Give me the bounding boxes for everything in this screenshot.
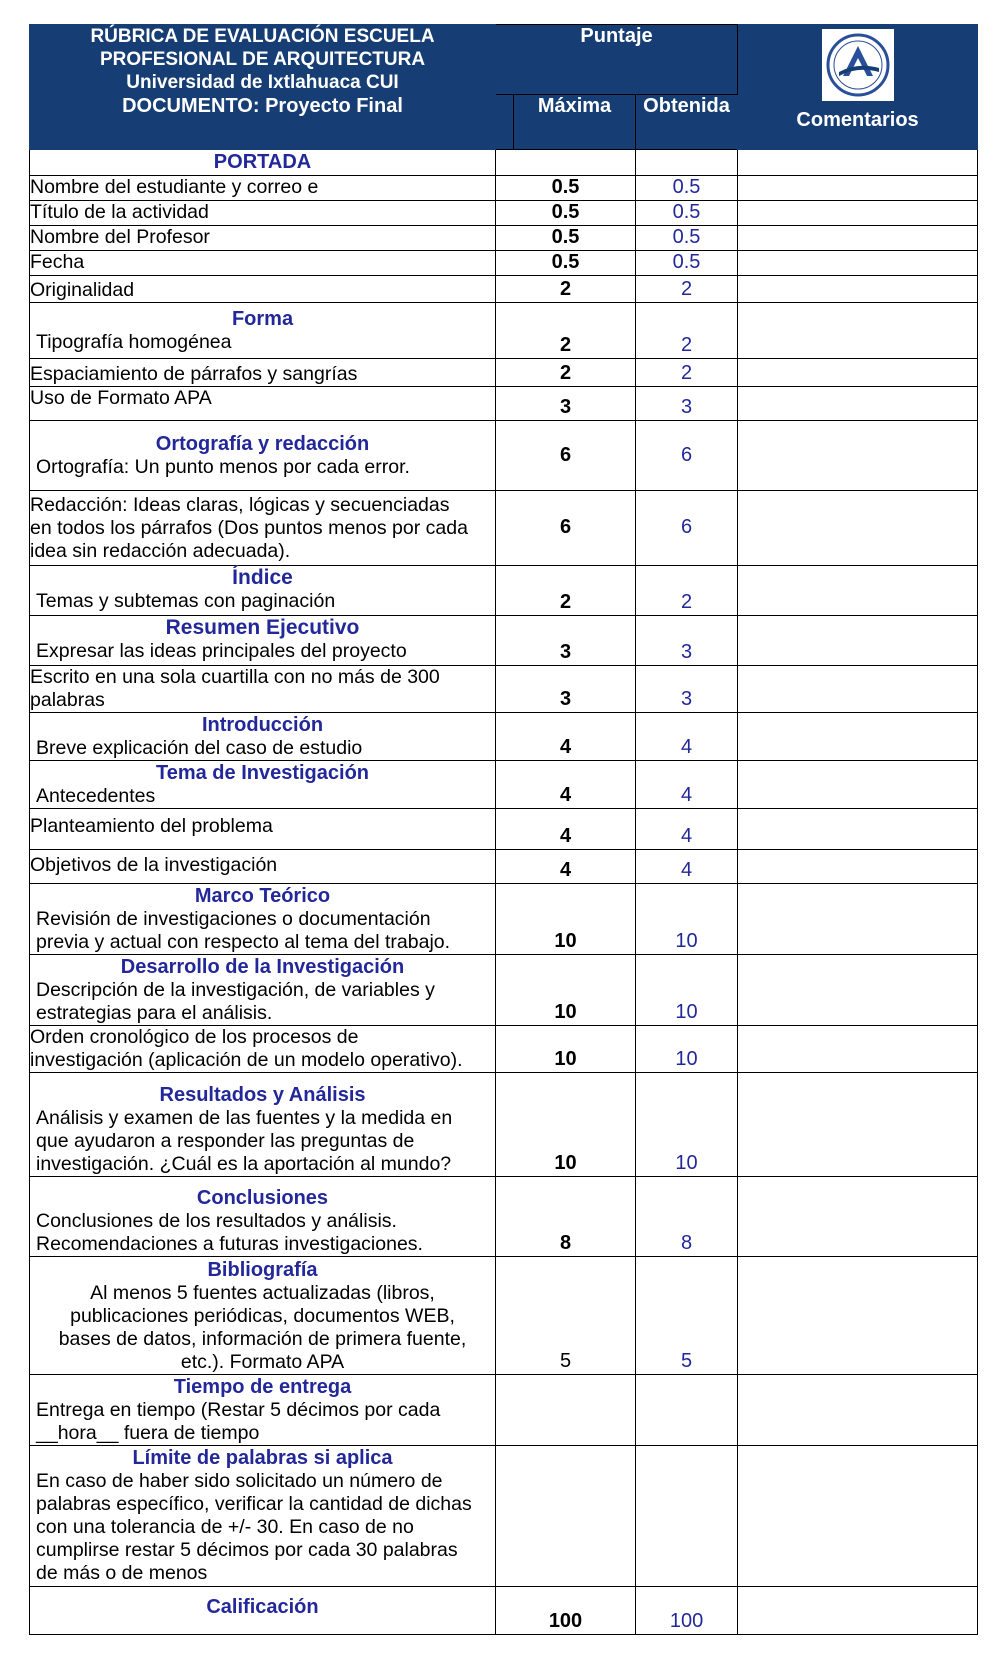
section-forma: Forma: [231, 308, 294, 330]
comment-ortografia[interactable]: [738, 421, 978, 491]
row-titulo: [30, 201, 978, 226]
comment-resumen1[interactable]: [738, 616, 978, 666]
section-tiempo: Tiempo de entrega: [173, 1376, 352, 1398]
comment-tipografia[interactable]: [738, 303, 978, 359]
section-introduccion: Introducción: [201, 714, 324, 736]
section-resultados: Resultados y Análisis: [159, 1084, 366, 1106]
obt-desarrollo: 10: [636, 955, 738, 1026]
max-bibliografia: 5: [496, 1257, 636, 1375]
desc-limite-line-3: con una tolerancia de +/- 30. En caso de no: [36, 1516, 414, 1538]
max-titulo: 0.5: [496, 201, 636, 226]
rubric-title-line-1: RÚBRICA DE EVALUACIÓN ESCUELA: [90, 26, 435, 47]
desc-redaccion-line-3: idea sin redacción adecuada).: [30, 539, 291, 562]
arquitectura-logo: [822, 29, 894, 101]
comment-limite[interactable]: [738, 1446, 978, 1587]
section-resumen: Resumen Ejecutivo: [165, 616, 360, 639]
obt-tiempo: [636, 1375, 738, 1446]
desc-desarrollo-line-2: estrategias para el análisis.: [36, 1002, 273, 1024]
row-apa: [30, 387, 978, 421]
puntaje-header: Puntaje: [496, 25, 738, 95]
obt-redaccion: 6: [636, 491, 738, 566]
row-portada: [30, 150, 978, 176]
max-tipografia: 2: [496, 303, 636, 359]
comment-indice[interactable]: [738, 566, 978, 616]
row-marco: [30, 884, 978, 955]
desc-indice: Temas y subtemas con paginación: [36, 590, 336, 612]
obt-limite: [636, 1446, 738, 1587]
row-conclusiones: [30, 1177, 978, 1257]
desc-titulo: Título de la actividad: [30, 201, 496, 226]
max-resultados: 10: [496, 1073, 636, 1177]
max-profesor: 0.5: [496, 226, 636, 251]
obt-originalidad: 2: [636, 276, 738, 303]
row-ortografia: [30, 421, 978, 491]
comment-profesor[interactable]: [738, 226, 978, 251]
comment-calificacion[interactable]: [738, 1587, 978, 1635]
desc-originalidad: Originalidad: [30, 276, 496, 303]
comment-tiempo[interactable]: [738, 1375, 978, 1446]
comment-bibliografia[interactable]: [738, 1257, 978, 1375]
comment-fecha[interactable]: [738, 251, 978, 276]
obt-antecedentes: 4: [636, 761, 738, 809]
rubric-title-line-3: Universidad de Ixtlahuaca CUI: [126, 72, 399, 93]
comment-planteamiento[interactable]: [738, 809, 978, 850]
desc-introduccion: Breve explicación del caso de estudio: [36, 737, 363, 759]
desc-nombre: Nombre del estudiante y correo e: [30, 176, 496, 201]
row-orden: [30, 1026, 978, 1073]
row-limite: [30, 1446, 978, 1587]
desc-bibliografia-line-1: Al menos 5 fuentes actualizadas (libros,: [90, 1282, 435, 1304]
desc-marco-line-1: Revisión de investigaciones o documentación: [36, 908, 431, 930]
maxima-header: Máxima: [514, 95, 636, 150]
desc-tiempo-line-2: __hora__ fuera de tiempo: [36, 1422, 260, 1444]
section-conclusiones: Conclusiones: [196, 1187, 329, 1209]
row-profesor: [30, 226, 978, 251]
documento-header: DOCUMENTO: Proyecto Final: [30, 95, 496, 150]
comment-antecedentes[interactable]: [738, 761, 978, 809]
desc-espaciamiento: Espaciamiento de párrafos y sangrías: [30, 359, 496, 387]
desc-limite-line-5: de más o de menos: [36, 1562, 208, 1584]
section-calificacion: Calificación: [206, 1595, 319, 1618]
comment-resumen2[interactable]: [738, 666, 978, 713]
row-originalidad: [30, 276, 978, 303]
max-objetivos: 4: [496, 850, 636, 884]
arquitectura-logo-icon: [825, 32, 891, 98]
rubric-title: [30, 25, 496, 95]
obt-nombre: 0.5: [636, 176, 738, 201]
obt-resumen2: 3: [636, 666, 738, 713]
obt-indice: 2: [636, 566, 738, 616]
section-indice: Índice: [232, 566, 293, 589]
row-espaciamiento: [30, 359, 978, 387]
rubric-table: [29, 24, 978, 1635]
row-nombre: [30, 176, 978, 201]
max-marco: 10: [496, 884, 636, 955]
desc-marco-line-2: previa y actual con respecto al tema del trabajo.: [36, 931, 451, 953]
max-conclusiones: 8: [496, 1177, 636, 1257]
comment-conclusiones[interactable]: [738, 1177, 978, 1257]
desc-objetivos: Objetivos de la investigación: [30, 850, 496, 884]
row-bibliografia: [30, 1257, 978, 1375]
obt-marco: 10: [636, 884, 738, 955]
obt-espaciamiento: 2: [636, 359, 738, 387]
section-limite: Límite de palabras si aplica: [132, 1447, 393, 1469]
max-resumen1: 3: [496, 616, 636, 666]
comment-objetivos[interactable]: [738, 850, 978, 884]
obt-resumen1: 3: [636, 616, 738, 666]
desc-resumen1: Expresar las ideas principales del proyecto: [36, 640, 407, 662]
desc-bibliografia-line-2: publicaciones periódicas, documentos WEB,: [70, 1305, 455, 1327]
comment-resultados[interactable]: [738, 1073, 978, 1177]
row-calificacion: [30, 1587, 978, 1635]
max-ortografia: 6: [496, 421, 636, 491]
max-desarrollo: 10: [496, 955, 636, 1026]
row-desarrollo: [30, 955, 978, 1026]
desc-ortografia: Ortografía: Un punto menos por cada error.: [36, 456, 410, 478]
row-indice: [30, 566, 978, 616]
max-tiempo: [496, 1375, 636, 1446]
comment-orden[interactable]: [738, 1026, 978, 1073]
desc-tiempo-line-1: Entrega en tiempo (Restar 5 décimos por cada: [36, 1399, 441, 1421]
obt-apa: 3: [636, 387, 738, 421]
max-orden: 10: [496, 1026, 636, 1073]
obt-titulo: 0.5: [636, 201, 738, 226]
section-portada: PORTADA: [30, 150, 496, 176]
max-redaccion: 6: [496, 491, 636, 566]
max-resumen2: 3: [496, 666, 636, 713]
obt-planteamiento: 4: [636, 809, 738, 850]
desc-desarrollo-line-1: Descripción de la investigación, de variables y: [36, 979, 435, 1001]
obt-ortografia: 6: [636, 421, 738, 491]
obt-profesor: 0.5: [636, 226, 738, 251]
max-apa: 3: [496, 387, 636, 421]
row-fecha: [30, 251, 978, 276]
desc-orden-line-2: investigación (aplicación de un modelo operativo).: [30, 1049, 463, 1071]
max-originalidad: 2: [496, 276, 636, 303]
desc-limite-line-2: palabras específico, verificar la cantidad de dichas: [36, 1493, 472, 1515]
comment-introduccion[interactable]: [738, 713, 978, 761]
comment-originalidad[interactable]: [738, 276, 978, 303]
section-bibliografia: Bibliografía: [207, 1259, 318, 1281]
section-marco: Marco Teórico: [194, 885, 331, 907]
header-spacer: [496, 95, 514, 150]
comentarios-header-cell: [738, 25, 978, 150]
max-fecha: 0.5: [496, 251, 636, 276]
rubric-title-line-2: PROFESIONAL DE ARQUITECTURA: [99, 49, 426, 70]
row-tipografia: [30, 303, 978, 359]
obt-introduccion: 4: [636, 713, 738, 761]
rubric-sheet: [29, 24, 977, 1635]
max-indice: 2: [496, 566, 636, 616]
desc-conclusiones-line-2: Recomendaciones a futuras investigaciones.: [36, 1233, 423, 1255]
row-tiempo: [30, 1375, 978, 1446]
obtenida-header: Obtenida: [636, 95, 738, 150]
desc-resumen2-line-2: palabras: [30, 689, 105, 711]
desc-profesor: Nombre del Profesor: [30, 226, 496, 251]
section-ortografia: Ortografía y redacción: [155, 433, 370, 455]
section-tema: Tema de Investigación: [155, 762, 370, 784]
row-resumen1: [30, 616, 978, 666]
obt-resultados: 10: [636, 1073, 738, 1177]
max-calificacion: 100: [496, 1587, 636, 1635]
row-planteamiento: [30, 809, 978, 850]
desc-conclusiones-line-1: Conclusiones de los resultados y análisis.: [36, 1210, 397, 1232]
desc-bibliografia-line-3: bases de datos, información de primera fuente,: [58, 1328, 467, 1350]
comment-desarrollo[interactable]: [738, 955, 978, 1026]
desc-resumen2-line-1: Escrito en una sola cuartilla con no más de 300: [30, 666, 440, 688]
obt-calificacion: 100: [636, 1587, 738, 1635]
desc-resultados-line-1: Análisis y examen de las fuentes y la medida en: [36, 1107, 453, 1129]
desc-resultados-line-3: investigación. ¿Cuál es la aportación al mundo?: [36, 1153, 452, 1175]
desc-tipografia: Tipografía homogénea: [36, 331, 232, 353]
max-planteamiento: 4: [496, 809, 636, 850]
row-antecedentes: [30, 761, 978, 809]
desc-resultados-line-2: que ayudaron a responder las preguntas de: [36, 1130, 415, 1152]
max-introduccion: 4: [496, 713, 636, 761]
comment-nombre[interactable]: [738, 176, 978, 201]
comment-marco[interactable]: [738, 884, 978, 955]
desc-limite-line-4: cumplirse restar 5 décimos por cada 30 palabras: [36, 1539, 458, 1561]
obt-bibliografia: 5: [636, 1257, 738, 1375]
row-redaccion: [30, 491, 978, 566]
section-desarrollo: Desarrollo de la Investigación: [120, 956, 405, 978]
max-espaciamiento: 2: [496, 359, 636, 387]
max-nombre: 0.5: [496, 176, 636, 201]
comentarios-header: Comentarios: [796, 109, 919, 131]
max-antecedentes: 4: [496, 761, 636, 809]
obt-orden: 10: [636, 1026, 738, 1073]
desc-orden-line-1: Orden cronológico de los procesos de: [30, 1026, 359, 1048]
comment-redaccion[interactable]: [738, 491, 978, 566]
desc-antecedentes: Antecedentes: [36, 785, 156, 807]
obt-conclusiones: 8: [636, 1177, 738, 1257]
row-objetivos: [30, 850, 978, 884]
header-row-title: [30, 25, 978, 95]
desc-bibliografia-line-4: etc.). Formato APA: [180, 1351, 345, 1373]
comment-titulo[interactable]: [738, 201, 978, 226]
desc-redaccion-line-1: Redacción: Ideas claras, lógicas y secuenciadas: [30, 493, 450, 516]
desc-redaccion-line-2: en todos los párrafos (Dos puntos menos por cada: [30, 516, 468, 539]
desc-fecha: Fecha: [30, 251, 496, 276]
comment-espaciamiento[interactable]: [738, 359, 978, 387]
obt-objetivos: 4: [636, 850, 738, 884]
desc-apa: Uso de Formato APA: [30, 387, 496, 421]
desc-planteamiento: Planteamiento del problema: [30, 809, 496, 850]
row-resultados: [30, 1073, 978, 1177]
row-introduccion: [30, 713, 978, 761]
desc-limite-line-1: En caso de haber sido solicitado un número de: [36, 1470, 443, 1492]
obt-fecha: 0.5: [636, 251, 738, 276]
max-limite: [496, 1446, 636, 1587]
obt-tipografia: 2: [636, 303, 738, 359]
row-resumen2: [30, 666, 978, 713]
comment-apa[interactable]: [738, 387, 978, 421]
